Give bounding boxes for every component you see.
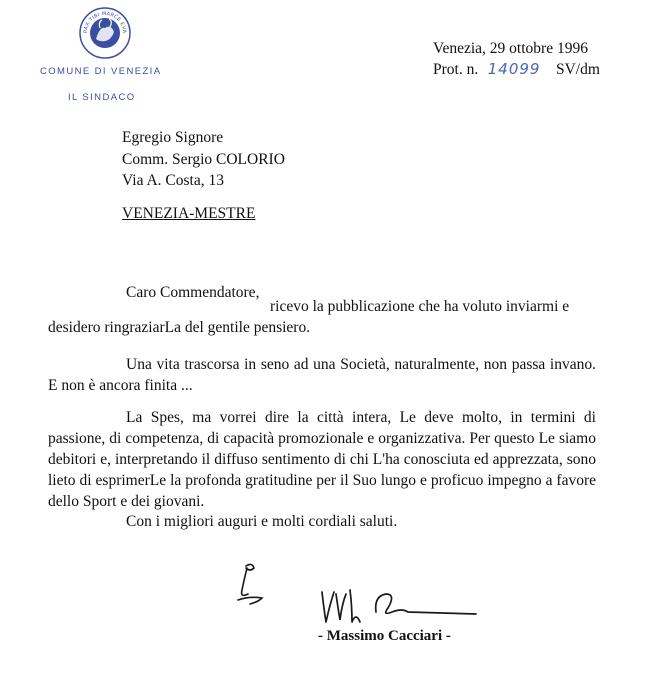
protocol-number: 14099 xyxy=(487,60,541,78)
recipient-line: Egregio Signore xyxy=(122,129,224,146)
venice-lion-seal xyxy=(78,6,132,60)
signer-name: - Massimo Cacciari - xyxy=(318,628,451,644)
paragraph-2: Una vita trascorsa in seno ad una Società, naturalmente, non passa invano. E non è ancora finita ... xyxy=(48,356,596,394)
paragraph-1-line-1: ricevo la pubblicazione che ha voluto inviarmi e xyxy=(270,298,570,315)
handwritten-signature xyxy=(316,582,496,632)
closing: Con i migliori auguri e molti cordiali saluti. xyxy=(126,513,398,530)
paragraph-1-line-2: desidero ringraziarLa del gentile pensiero. xyxy=(48,319,311,336)
recipient-city: VENEZIA-MESTRE xyxy=(122,205,256,222)
recipient-street: Via A. Costa, 13 xyxy=(122,172,224,189)
svg-text:PAX TIBI MARCE EVANGELISTA MEU: PAX TIBI MARCE EVA xyxy=(82,10,128,34)
protocol-line xyxy=(433,59,600,80)
handwritten-initial xyxy=(232,560,272,606)
paragraph-3: La Spes, ma vorrei dire la città intera, Le deve molto, in termini di passione, di competenza, di capacità promozionale e organizzativa. Per questo Le siamo debitori e, interpretando il diffuso sentimento di chi L'ha conosciuta ed apprezzata, sono lieto di esprimerLe la profonda gratitudine per il Suo lungo e proficuo impegno a favore dello Sport e dei giovani. xyxy=(48,409,596,510)
protocol-prefix: Prot. n. xyxy=(433,61,479,78)
organization-name: COMUNE DI VENEZIA xyxy=(40,66,162,77)
dateline xyxy=(433,38,600,80)
salutation: Caro Commendatore, xyxy=(126,284,260,301)
protocol-suffix: SV/dm xyxy=(555,61,600,78)
recipient-name: Comm. Sergio COLORIO xyxy=(122,150,285,168)
letter-date: Venezia, 29 ottobre 1996 xyxy=(433,40,588,57)
office-title: IL SINDACO xyxy=(68,92,136,103)
recipient-address xyxy=(122,127,285,192)
